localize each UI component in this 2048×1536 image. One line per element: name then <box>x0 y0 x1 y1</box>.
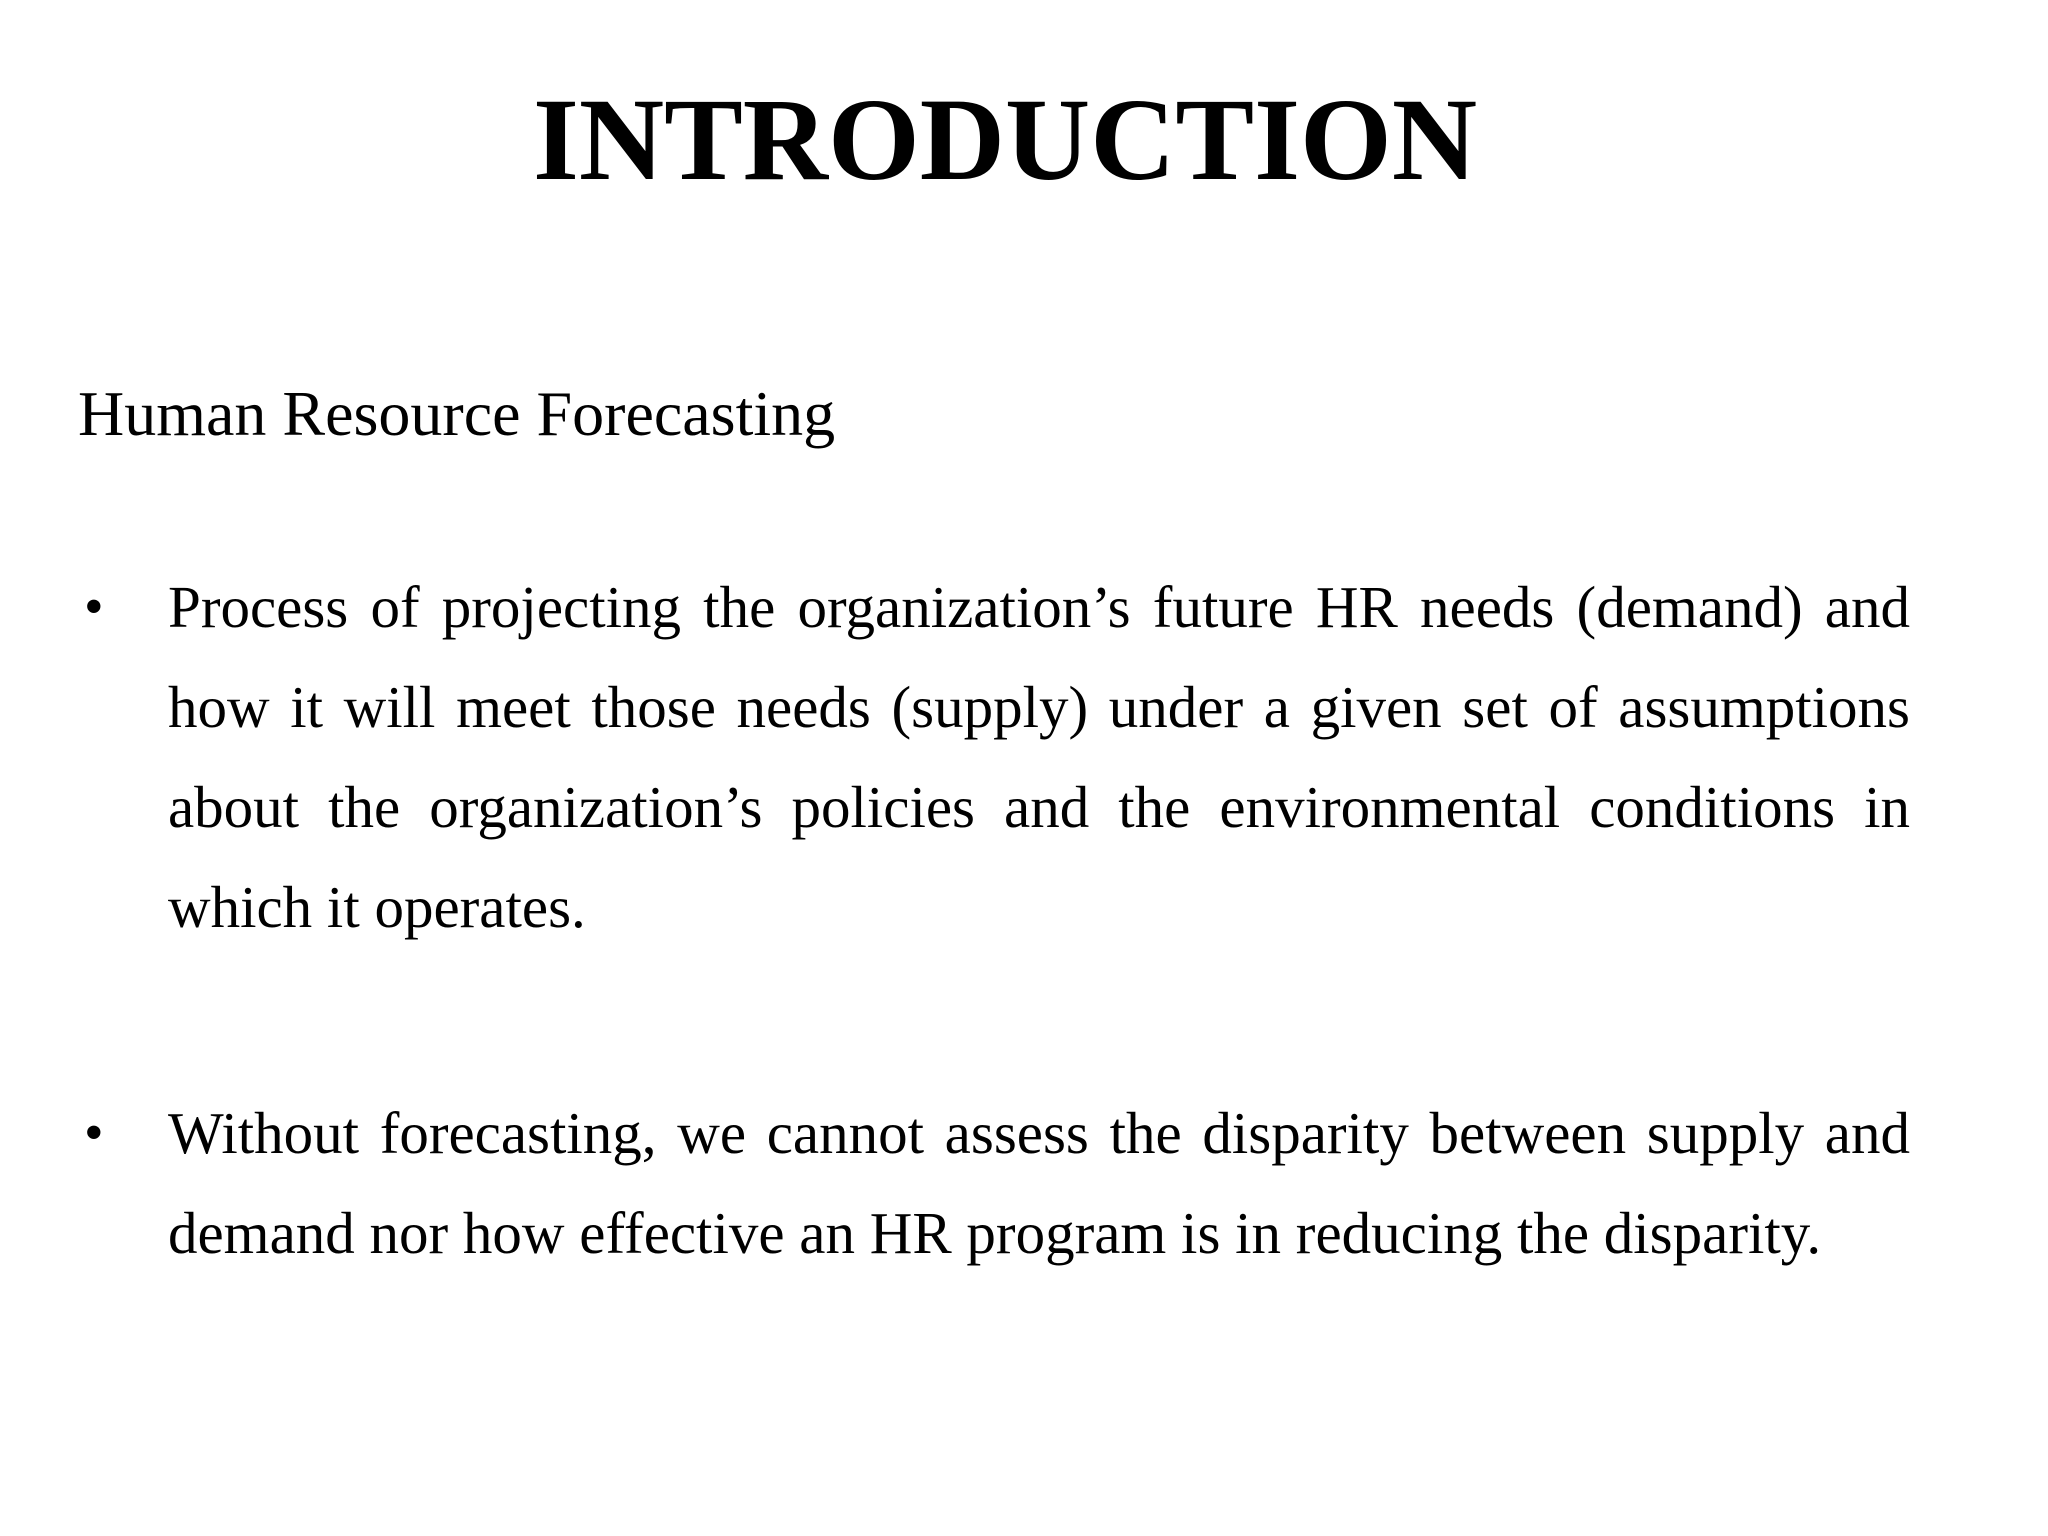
bullet-text: Without forecasting, we cannot assess the disparity between supply and demand nor how effective an HR program is in reducing the disparity. <box>168 1100 1910 1266</box>
slide-title: INTRODUCTION <box>532 74 1478 205</box>
bullet-text: Process of projecting the organization’s future HR needs (demand) and how it will meet those needs (supply) under a given set of assumptions about the organization’s policies and the environmental conditions in which it operates. <box>168 574 1910 940</box>
bullet-dot-icon: • <box>84 1102 104 1164</box>
slide-subtitle: Human Resource Forecasting <box>78 378 836 449</box>
bullet-dot-icon: • <box>84 576 104 638</box>
